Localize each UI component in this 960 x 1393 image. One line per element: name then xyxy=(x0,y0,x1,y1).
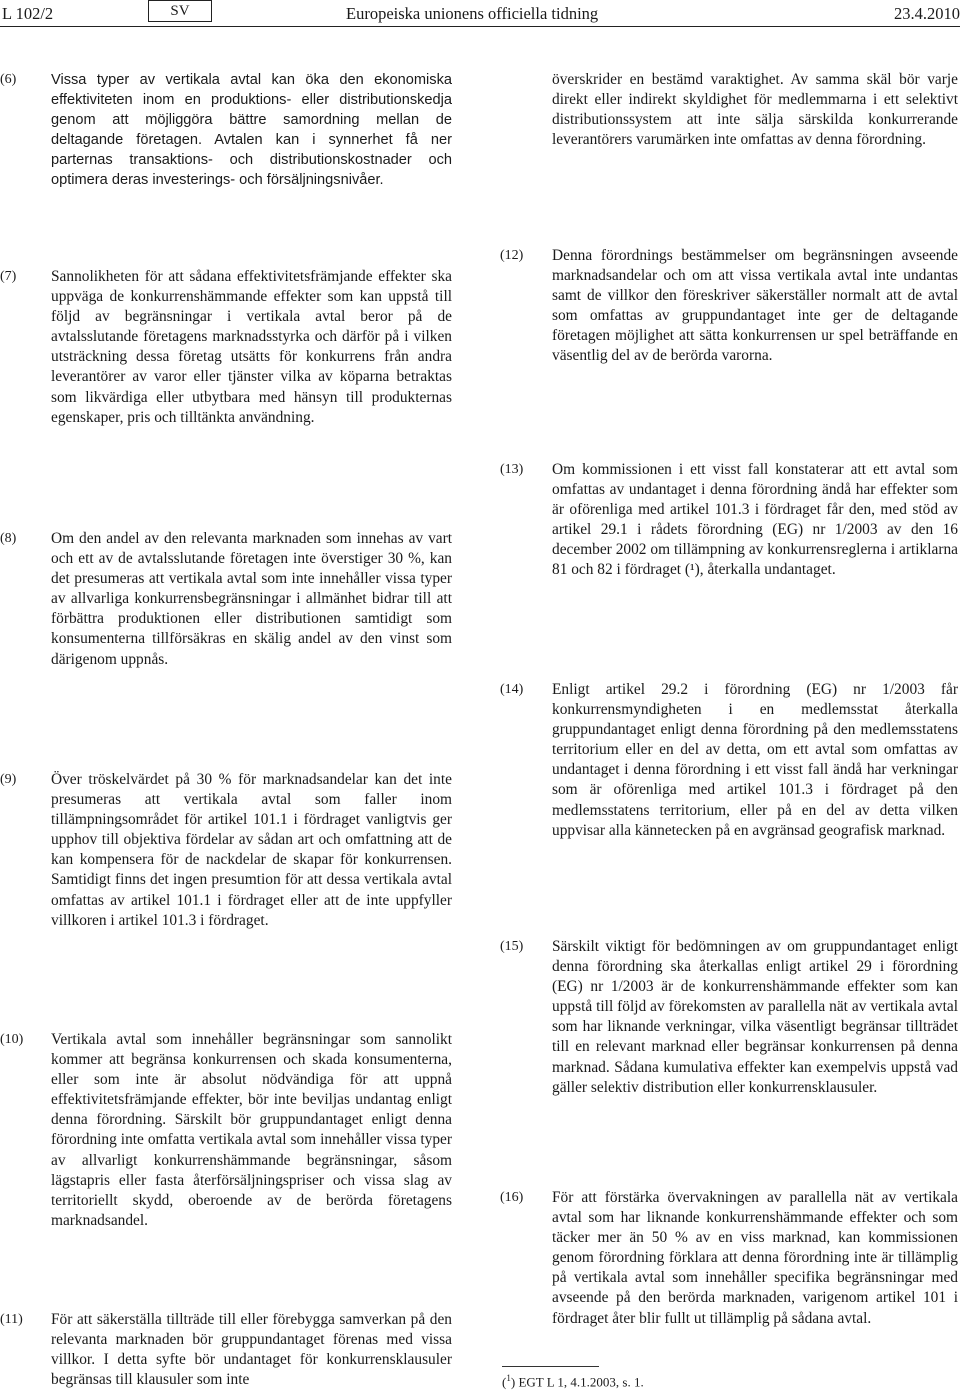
recital-number: (9) xyxy=(0,772,17,787)
language-badge: SV xyxy=(148,0,212,22)
journal-title: Europeiska unionens officiella tidning xyxy=(346,4,599,23)
recital-10 xyxy=(0,1030,452,1231)
footnote-text: EGT L 1, 4.1.2003, s. 1. xyxy=(518,1374,644,1390)
recital-text: Om den andel av den relevanta marknaden som innehas av vart och ett av de avtalsslutande företagen inte överstiger 30 %, kan det presumeras att vertikala avtal som inte innehåller vissa typer av allvarliga konkurrensbegränsningar i allmänhet bidrar till att förbättra produktionen eller distributionen samtidigt som konsumenterna tillförsäkras en skälig andel av den vinst som därigenom uppnås. xyxy=(51,530,452,668)
recital-number: (11) xyxy=(0,1312,23,1327)
recital-number: (15) xyxy=(500,939,524,954)
recital-9 xyxy=(0,770,452,931)
recital-13 xyxy=(500,460,958,581)
recital-text: För att säkerställa tillträde till eller förebygga samverkan på den relevanta marknaden bör gruppundantaget förenas med vissa villkor. I detta syfte bör undantaget för konkurrensklausuler begränsas till klausuler som inte xyxy=(51,1311,452,1389)
recital-number: (12) xyxy=(500,248,524,263)
header-rule xyxy=(0,26,960,27)
recital-number: (7) xyxy=(0,269,17,284)
footnote-rule xyxy=(502,1366,599,1367)
recital-text: Denna förordnings bestämmelser om begränsningen avseende marknadsandelar och om att vissa vertikala avtal inte undantas samt de villkor den föreskriver säkerställer normalt att de avtal som omfattas av gruppundantaget inte ger de deltagande företagen möjlighet att sätta konkurrensen ur spel beträffande en väsentlig del av de berörda varorna. xyxy=(552,247,958,365)
recital-text: För att förstärka övervakningen av parallella nät av vertikala avtal som har liknande konkurrenshämmande effekter och som täcker mer än 50 % av en viss marknad, kan kommissionen genom förordning förklara att denna förordning inte är tillämplig på vertikala avtal som innehåller specifika begränsningar med avseende på den berörda marknaden, varigenom artikel 101 i fördraget åter blir fullt ut tillämplig på sådana avtal. xyxy=(552,1189,958,1327)
page-reference: L 102/2 xyxy=(2,4,54,23)
recital-11 xyxy=(0,1310,452,1390)
recital-text: Om kommissionen i ett visst fall konstaterar att ett avtal som omfattas av undantaget i denna förordning ändå har effekter som är oförenliga med artikel 101.3 i fördraget får den, med stöd av artikel 29.1 i rådets förordning (EG) nr 1/2003 av den 16 december 2002 om tillämpning av konkurrensreglerna i artiklarna 81 och 82 i fördraget (¹), återkalla undantaget. xyxy=(552,461,958,579)
recital-6 xyxy=(0,70,452,191)
recital-12 xyxy=(500,246,958,367)
publication-date: 23.4.2010 xyxy=(894,4,960,23)
recital-text: Särskilt viktigt för bedömningen av om gruppundantaget enligt denna förordning ska återkallas enligt artikel 29 i förordning (EG) nr 1/2003 är de konkurrenshämmande effekter som kan uppstå till följd av förekomsten av parallella nät av vertikala avtal som har liknande verkningar, vilka väsentligt begränsar tillträdet till en relevant marknad eller begränsar konkurrensen på denna marknad. Sådana kumulativa effekter kan exempelvis uppstå vad gäller selektiv distribution eller konkurrensklausuler. xyxy=(552,938,958,1096)
recital-15 xyxy=(500,937,958,1098)
recital-number: (14) xyxy=(500,682,524,697)
recital-14 xyxy=(500,680,958,841)
recital-7 xyxy=(0,267,452,428)
recital-number: (6) xyxy=(0,72,17,87)
recital-number: (16) xyxy=(500,1190,524,1205)
recital-text: Över tröskelvärdet på 30 % för marknadsandelar kan det inte presumeras att vertikala avtal som faller inom tillämpningsområdet för artikel 101.1 i fördraget vanligtvis ger upphov till objektiva fördelar av sådan art och omfattning att de kan kompensera för de nackdelar de skapar för konkurrensen. Samtidigt finns det ingen presumtion för att dessa vertikala avtal omfattas av artikel 101.1 i fördraget eller att de inte uppfyller villkoren i artikel 101.3 i fördraget. xyxy=(51,771,452,929)
recital-text: Vissa typer av vertikala avtal kan öka den ekonomiska effektiviteten inom en produktions- eller distributionskedja genom att möjliggöra bättre samordning mellan de deltagande företagen. Avtalen kan i synnerhet få ner parternas transaktions- och distributionskostnader och optimera deras investerings- och försäljningsnivåer. xyxy=(51,72,452,189)
recital-16 xyxy=(500,1188,958,1329)
recital-text: Sannolikheten för att sådana effektivitetsfrämjande effekter ska uppväga de konkurrenshämmande effekter som kan uppstå till följd av begränsningar i vertikala avtal beror på de avtalsslutande företagens marknadsstyrka och därför på i vilken utsträckning dessa företag utsätts för konkurrens från andra leverantörer av varor eller tjänster vilka av köparna betraktas som likvärdiga eller utbytbara med hänsyn till produkternas egenskaper, pris och tilltänkta användning. xyxy=(51,268,452,426)
recital-text: Vertikala avtal som innehåller begränsningar som sannolikt kommer att begränsa konkurrensen och skada konsumenterna, eller som inte är absolut nödvändiga för att uppnå effektivitetsfrämjande effekter, bör inte beviljas undantag enligt denna förordning. Särskilt bör gruppundantaget enligt denna förordning inte omfatta vertikala avtal som innehåller vissa typer av allvarligt konkurrenshämmande begränsningar, såsom lägstapris eller fasta återförsäljningspriser och vissa slag av territoriellt skydd, oberoende av de berörda företagens marknadsandel. xyxy=(51,1031,452,1229)
recital-number: (13) xyxy=(500,462,524,477)
recital-number: (10) xyxy=(0,1032,24,1047)
recital-number: (8) xyxy=(0,531,17,546)
recital-11-continuation: överskrider en bestämd varaktighet. Av samma skäl bör varje direkt eller indirekt skyldighet för medlemmarna i ett selektivt distributionssystem att inte sälja särskilda konkurrerande leverantörers varumärken inte omfattas av denna förordning. xyxy=(552,71,958,149)
recital-text: Enligt artikel 29.2 i förordning (EG) nr 1/2003 får konkurrensmyndigheten i en medlemsstat återkalla gruppundantaget enligt denna förordning på den medlemsstatens territorium eller en del av detta, om ett avtal som omfattas av undantaget i denna förordning i ett visst fall ändå har verkningar som är oförenliga med artikel 101.3 i fördraget på den medlemsstatens territorium, eller på en del av detta vilken uppvisar alla kännetecken på en avgränsad geografisk marknad. xyxy=(552,681,958,839)
footnote-marker: 1 xyxy=(506,1373,511,1383)
recital-8 xyxy=(0,529,452,670)
footnote: ($^1$) EGT L 1, 4.1.2003, s. 1. xyxy=(502,1373,644,1390)
page-header xyxy=(0,0,960,26)
